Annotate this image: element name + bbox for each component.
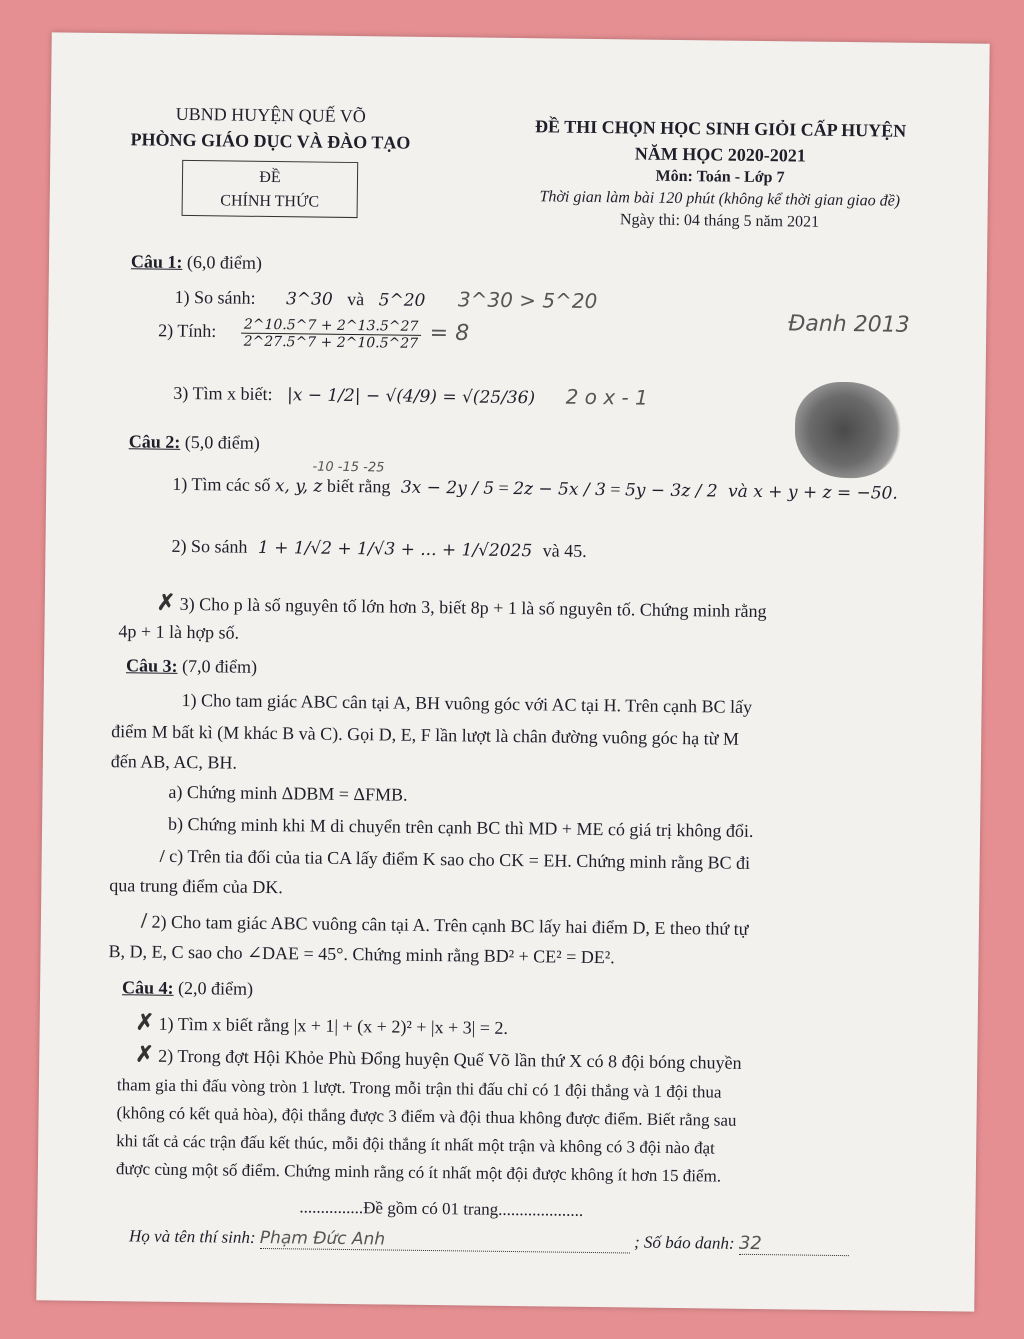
name-value: Phạm Đức Anh [260, 1228, 630, 1254]
q1-heading [131, 251, 262, 274]
q3-title: Câu 3: [125, 655, 178, 676]
q3-p1-text2: điểm M bất kì (M khác B và C). Gọi D, E, F lần lượt là chân đường vuông góc hạ từ M [111, 721, 740, 749]
candidate-line [129, 1225, 849, 1256]
exam-title: ĐỀ THI CHỌN HỌC SINH GIỎI CẤP HUYỆN [534, 116, 907, 141]
q1-p1-handwriting: 3^30 > 5^20 [457, 287, 598, 314]
q2-p1-vars: x, y, z [274, 476, 323, 497]
q1-title: Câu 1: [130, 251, 183, 272]
q3-pc-text2: qua trung điểm của DK. [109, 875, 283, 898]
pages-note-text: Đề gồm có 01 trang [363, 1198, 499, 1219]
q1-p3-handwriting: 2 o x - 1 [565, 384, 648, 410]
slash-mark-icon: / [140, 907, 148, 933]
q2-part2 [171, 536, 586, 562]
q3-part-a: a) Chứng minh ΔDBM = ΔFMB. [168, 781, 408, 805]
duration: Thời gian làm bài 120 phút (không kể thời gian giao đề) [539, 188, 901, 210]
q1-p2-fraction [241, 317, 422, 352]
cross-mark-icon: ✗ [135, 1009, 155, 1035]
q2-part3 [157, 590, 767, 623]
q2-p1-label: 1) Tìm các số [172, 473, 271, 496]
q2-heading [129, 431, 260, 454]
exam-paper [36, 32, 989, 1311]
q3-p2-text2: B, D, E, C sao cho ∠DAE = 45°. Chứng minh rằng BD² + CE² = DE². [108, 941, 615, 968]
q2-part1: 1) Tìm các số x, y, z biết rằng 3x − 2y / 5 = 2z − 5x / 3 = 5y − 3z / 2 và x + y + z = −50. [172, 473, 898, 504]
q4-part2 [135, 1041, 742, 1074]
q4-p2-text: 2) Trong đợt Hội Khỏe Phù Đổng huyện Quế Võ lần thứ X có 8 đội bóng chuyền [158, 1045, 742, 1073]
q3-part2 [141, 907, 749, 940]
q1-part1 [174, 284, 597, 313]
q3-p1-text3: đến AB, AC, BH. [110, 751, 238, 773]
org-line-2: PHÒNG GIÁO DỤC VÀ ĐÀO TẠO [130, 129, 411, 153]
q1-p1-label: 1) So sánh: [174, 286, 256, 308]
q1-p2-handwriting: = 8 [429, 320, 470, 347]
cross-mark-icon: ✗ [156, 589, 176, 615]
q3-points: (7,0 điểm) [181, 655, 258, 677]
q2-p1-text: biết rằng [326, 475, 391, 497]
q3-part-b: b) Chứng minh khi M di chuyển trên cạnh BC thì MD + ME có giá trị không đổi. [167, 813, 754, 841]
q2-title: Câu 2: [128, 431, 181, 452]
q3-part-c [160, 846, 751, 874]
pencil-scribble [794, 381, 903, 478]
q3-pc-text: c) Trên tia đối của tia CA lấy điểm K sao cho CK = EH. Chứng minh rằng BC đi [169, 845, 751, 873]
official-box-line1: ĐỀ [259, 168, 281, 187]
q3-heading [126, 655, 257, 678]
q4-points: (2,0 điểm) [178, 977, 254, 999]
q2-p2-end: và 45. [542, 540, 587, 561]
q4-heading [122, 977, 253, 1000]
q1-p3-label: 3) Tìm x biết: [173, 382, 273, 405]
official-box-line2: CHÍNH THỨC [220, 192, 320, 211]
q1-p2-numerator: 2^10.5^7 + 2^13.5^27 [241, 317, 422, 336]
q2-p3-text2: 4p + 1 là hợp số. [118, 621, 240, 643]
official-box [182, 160, 359, 218]
q1-p2-label: 2) Tính: [158, 320, 217, 341]
q3-p2-text: 2) Cho tam giác ABC vuông cân tại A. Trên cạnh BC lấy hai điểm D, E theo thứ tự [151, 911, 749, 939]
q2-p2-label: 2) So sánh [171, 535, 248, 557]
school-year: NĂM HỌC 2020-2021 [634, 143, 806, 166]
signature: Đanh 2013 [788, 311, 910, 338]
q1-p2-denominator: 2^27.5^7 + 2^10.5^27 [243, 333, 419, 352]
q1-points: (6,0 điểm) [186, 251, 263, 273]
q4-p2-text3: (không có kết quả hòa), đội thắng được 3 điểm và đội thua không được điểm. Biết rằng sau [116, 1103, 737, 1130]
cross-mark-icon: ✗ [135, 1041, 154, 1067]
q4-p2-text2: tham gia thi đấu vòng tròn 1 lượt. Trong mỗi trận thi đấu chỉ có 1 đội thắng và 1 đội thua [116, 1075, 722, 1102]
q2-p2-expr: 1 + 1/√2 + 1/√3 + ... + 1/√2025 [257, 537, 533, 562]
q2-p1-frac2: 2z − 5x / 3 [513, 478, 606, 501]
exam-date: Ngày thi: 04 tháng 5 năm 2021 [619, 211, 820, 231]
q3-p1-text: 1) Cho tam giác ABC cân tại A, BH vuông góc với AC tại H. Trên cạnh BC lấy [181, 689, 753, 717]
org-line-1: UBND HUYỆN QUẾ VÕ [175, 103, 366, 127]
q2-p1-frac3: 5y − 3z / 2 [624, 480, 718, 502]
q4-p2-text4: khi tất cả các trận đấu kết thúc, mỗi đội thắng ít nhất một trận và không có 3 đội nào đạt [116, 1131, 715, 1158]
q2-p3-text: 3) Cho p là số nguyên tố lớn hơn 3, biết 8p + 1 là số nguyên tố. Chứng minh rằng [179, 593, 767, 622]
q1-part2 [158, 316, 469, 353]
id-label: ; Số báo danh: [633, 1232, 735, 1253]
subject: Môn: Toán - Lớp 7 [655, 167, 785, 187]
id-value: 32 [739, 1233, 849, 1256]
q4-title: Câu 4: [121, 977, 174, 998]
q4-p1-text: 1) Tìm x biết rằng |x + 1| + (x + 2)² + |x + 3| = 2. [158, 1013, 509, 1038]
q1-part3 [173, 380, 648, 410]
q1-p1-and: và [347, 288, 365, 310]
q1-p1-a: 3^30 [285, 289, 333, 310]
q1-p1-b: 5^20 [378, 290, 426, 311]
q2-points: (5,0 điểm) [184, 431, 260, 453]
name-label: Họ và tên thí sinh: [128, 1226, 256, 1247]
q1-p3-expr: |x − 1/2| − √(4/9) = √(25/36) [286, 385, 536, 409]
q4-part1 [136, 1009, 509, 1040]
pages-note: ...............Đề gồm có 01 trang.................... [299, 1197, 584, 1220]
q2-p1-cond: và x + y + z = −50. [727, 481, 898, 504]
q2-p1-frac1: 3x − 2y / 5 [400, 477, 495, 499]
slash-mark-icon: / [159, 845, 165, 866]
q2-p1-handwriting: -10 -15 -25 [312, 459, 385, 476]
q4-p2-text5: được cùng một số điểm. Chứng minh rằng có ít nhất một đội được không ít hơn 15 điểm. [115, 1159, 722, 1186]
